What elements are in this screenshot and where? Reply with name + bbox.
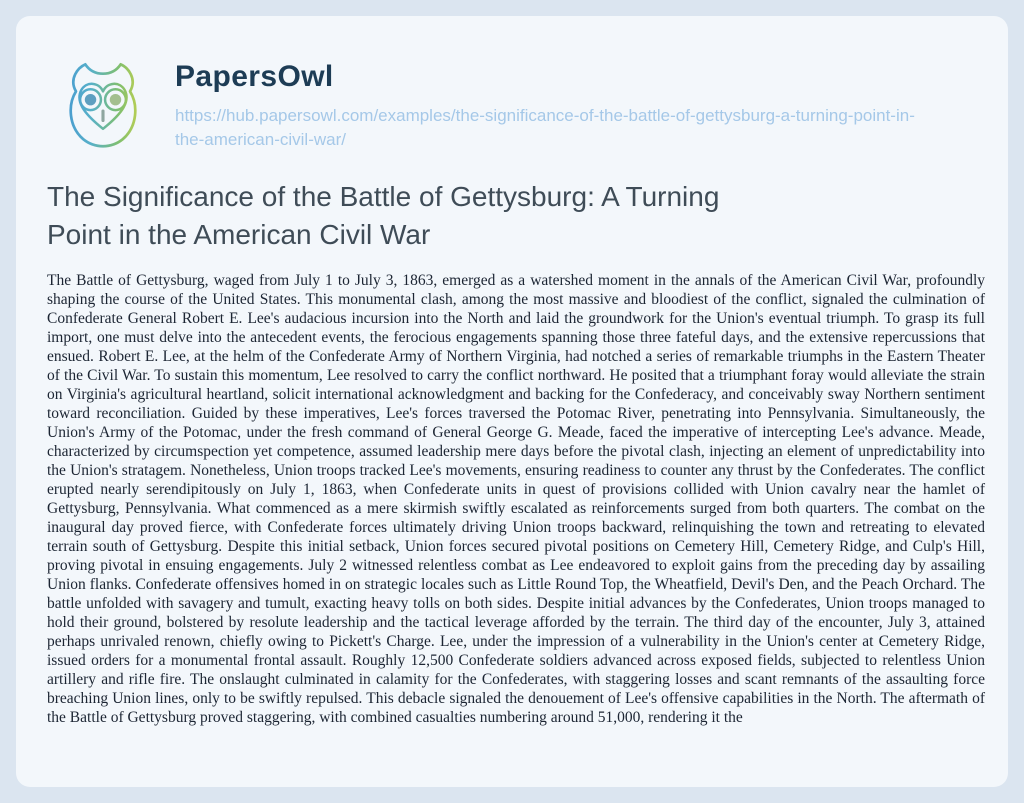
article-body: The Battle of Gettysburg, waged from July 1 to July 3, 1863, emerged as a watershed moment in the annals of the American Civil War, profoundly shaping the course of the United States. This monumental clash, among the most massive and bloodiest of the conflict, signaled the culmination of Confederate General Robert E. Lee's audacious incursion into the North and laid the groundwork for the Union's eventual triumph. To grasp its full import, one must delve into the antecedent events, the ferocious engagements spanning those three fateful days, and the extensive repercussions that ensued. Robert E. Lee, at the helm of the Confederate Army of Northern Virginia, had notched a series of remarkable triumphs in the Eastern Theater of the Civil War. To sustain this momentum, Lee resolved to carry the conflict northward. He posited that a triumphant foray would alleviate the strain on Virginia's agricultural heartland, solicit international acknowledgment and backing for the Confederacy, and conceivably sway Northern sentiment toward reconciliation. Guided by these imperatives, Lee's forces traversed the Potomac River, penetrating into Pennsylvania. Simultaneously, the Union's Army of the Potomac, under the fresh command of General George G. Meade, faced the imperative of intercepting Lee's advance. Meade, characterized by circumspection yet competence, assumed leadership mere days before the pivotal clash, injecting an element of unpredictability into the Union's stratagem. Nonetheless, Union troops tracked Lee's movements, ensuring readiness to counter any thrust by the Confederates. The conflict erupted nearly serendipitously on July 1, 1863, when Confederate units in quest of provisions collided with Union cavalry near the hamlet of Gettysburg, Pennsylvania. What commenced as a mere skirmish swiftly escalated as reinforcements surged from both quarters. The combat on the inaugural day proved fierce, with Confederate forces ultimately driving Union troops backward, relinquishing the town and retreating to elevated terrain south of Gettysburg. Despite this initial setback, Union forces secured pivotal positions on Cemetery Hill, Cemetery Ridge, and Culp's Hill, proving pivotal in ensuing engagements. July 2 witnessed relentless combat as Lee endeavored to exploit gains from the preceding day by assailing Union flanks. Confederate offensives homed in on strategic locales such as Little Round Top, the Wheatfield, Devil's Den, and the Peach Orchard. The battle unfolded with savagery and tumult, exacting heavy tolls on both sides. Despite initial advances by the Confederates, Union troops managed to hold their ground, bolstered by resolute leadership and the tactical leverage afforded by the terrain. The third day of the encounter, July 3, attained perhaps unrivaled renown, chiefly owing to Pickett's Charge. Lee, under the impression of a vulnerability in the Union's center at Cemetery Ridge, issued orders for a monumental frontal assault. Roughly 12,500 Confederate soldiers advanced across exposed fields, subjected to relentless Union artillery and rifle fire. The onslaught culminated in calamity for the Confederates, with staggering losses and scant remnants of the assaulting force breaching Union lines, only to be swiftly repulsed. This debacle signaled the denouement of Lee's offensive capabilities in the North. The aftermath of the Battle of Gettysburg proved staggering, with combined casualties numbering around 51,000, rendering it the: [47, 272, 985, 726]
source-url-link[interactable]: https://hub.papersowl.com/examples/the-significance-of-the-battle-of-gettysburg-a-turning-point-in-the-american-civil-war/: [175, 106, 915, 149]
owl-icon: [47, 56, 159, 160]
brand-name: PapersOwl: [175, 60, 334, 93]
document-card: [16, 16, 1008, 787]
header-text: [175, 56, 920, 152]
papersowl-logo[interactable]: [47, 56, 159, 160]
header: [47, 56, 985, 160]
article-title: The Significance of the Battle of Gettysburg: A Turning Point in the American Civil War: [47, 181, 720, 250]
